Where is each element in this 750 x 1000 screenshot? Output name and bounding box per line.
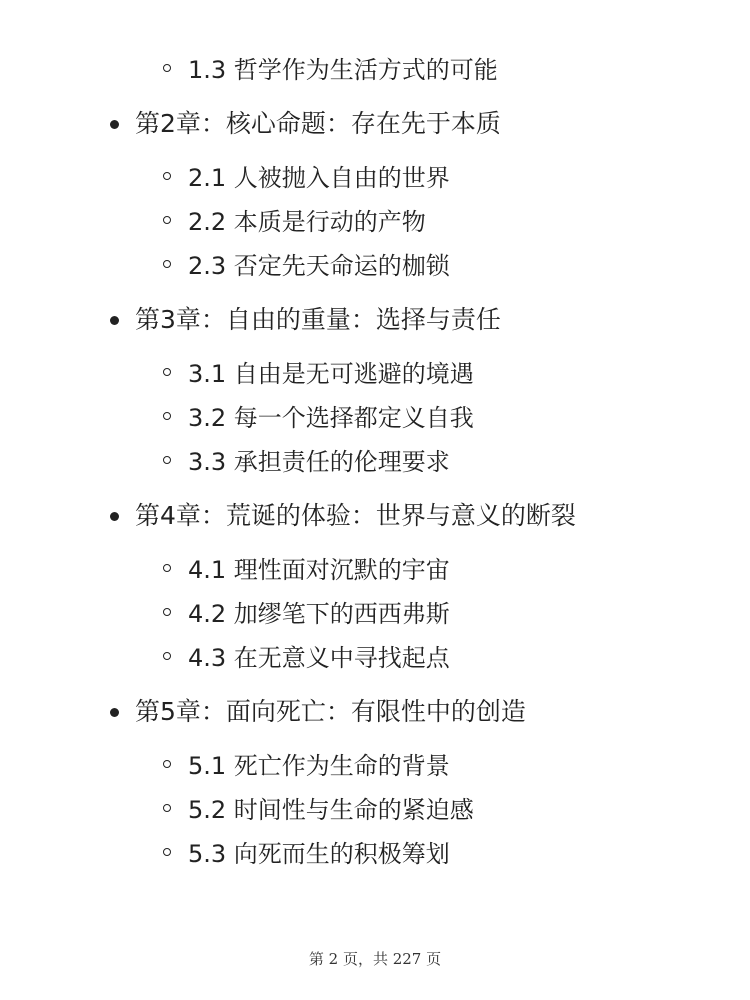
hollow-bullet-icon bbox=[163, 456, 171, 464]
filled-bullet-icon bbox=[110, 316, 119, 325]
chapter-heading bbox=[0, 496, 750, 536]
subsection-item bbox=[0, 396, 750, 440]
subsection-label: 3.1 自由是无可逃避的境遇 bbox=[188, 360, 474, 388]
subsection-label: 3.3 承担责任的伦理要求 bbox=[188, 448, 450, 476]
subsection-list bbox=[0, 156, 750, 288]
subsection-label: 4.2 加缪笔下的西西弗斯 bbox=[188, 600, 450, 628]
subsection-label: 5.1 死亡作为生命的背景 bbox=[188, 752, 450, 780]
hollow-bullet-icon bbox=[163, 216, 171, 224]
subsection-list bbox=[0, 744, 750, 876]
subsection-label: 2.3 否定先天命运的枷锁 bbox=[188, 252, 450, 280]
subsection-item bbox=[0, 156, 750, 200]
subsection-item bbox=[0, 548, 750, 592]
hollow-bullet-icon bbox=[163, 260, 171, 268]
hollow-bullet-icon bbox=[163, 652, 171, 660]
hollow-bullet-icon bbox=[163, 804, 171, 812]
subsection-label: 2.1 人被抛入自由的世界 bbox=[188, 164, 450, 192]
hollow-bullet-icon bbox=[163, 848, 171, 856]
subsection-label: 5.2 时间性与生命的紧迫感 bbox=[188, 796, 474, 824]
table-of-contents bbox=[0, 48, 750, 888]
subsection-item bbox=[0, 788, 750, 832]
chapter-title: 第2章：核心命题：存在先于本质 bbox=[135, 109, 501, 138]
filled-bullet-icon bbox=[110, 708, 119, 717]
subsection-list bbox=[0, 548, 750, 680]
chapter-2 bbox=[0, 104, 750, 288]
chapter-3 bbox=[0, 300, 750, 484]
subsection-item bbox=[0, 592, 750, 636]
chapter-title: 第4章：荒诞的体验：世界与意义的断裂 bbox=[135, 501, 576, 530]
subsection-label: 2.2 本质是行动的产物 bbox=[188, 208, 426, 236]
chapter-4 bbox=[0, 496, 750, 680]
filled-bullet-icon bbox=[110, 120, 119, 129]
hollow-bullet-icon bbox=[163, 64, 171, 72]
hollow-bullet-icon bbox=[163, 760, 171, 768]
hollow-bullet-icon bbox=[163, 608, 171, 616]
subsection-label: 5.3 向死而生的积极筹划 bbox=[188, 840, 450, 868]
chapter-heading bbox=[0, 692, 750, 732]
subsection-item bbox=[0, 48, 750, 92]
subsection-item bbox=[0, 440, 750, 484]
chapter-title: 第3章：自由的重量：选择与责任 bbox=[135, 305, 501, 334]
subsection-item bbox=[0, 200, 750, 244]
hollow-bullet-icon bbox=[163, 412, 171, 420]
subsection-item bbox=[0, 832, 750, 876]
subsection-label: 3.2 每一个选择都定义自我 bbox=[188, 404, 474, 432]
subsection-item bbox=[0, 352, 750, 396]
chapter-title: 第5章：面向死亡：有限性中的创造 bbox=[135, 697, 526, 726]
hollow-bullet-icon bbox=[163, 368, 171, 376]
subsection-item bbox=[0, 244, 750, 288]
subsection-item bbox=[0, 744, 750, 788]
subsection-list bbox=[0, 352, 750, 484]
leading-subsection-list bbox=[0, 48, 750, 92]
page-number-footer: 第 2 页，共 227 页 bbox=[308, 950, 442, 968]
chapter-heading bbox=[0, 300, 750, 340]
subsection-label: 1.3 哲学作为生活方式的可能 bbox=[188, 56, 498, 84]
subsection-item bbox=[0, 636, 750, 680]
hollow-bullet-icon bbox=[163, 564, 171, 572]
subsection-label: 4.1 理性面对沉默的宇宙 bbox=[188, 556, 450, 584]
filled-bullet-icon bbox=[110, 512, 119, 521]
hollow-bullet-icon bbox=[163, 172, 171, 180]
chapter-5 bbox=[0, 692, 750, 876]
subsection-label: 4.3 在无意义中寻找起点 bbox=[188, 644, 450, 672]
chapter-heading bbox=[0, 104, 750, 144]
